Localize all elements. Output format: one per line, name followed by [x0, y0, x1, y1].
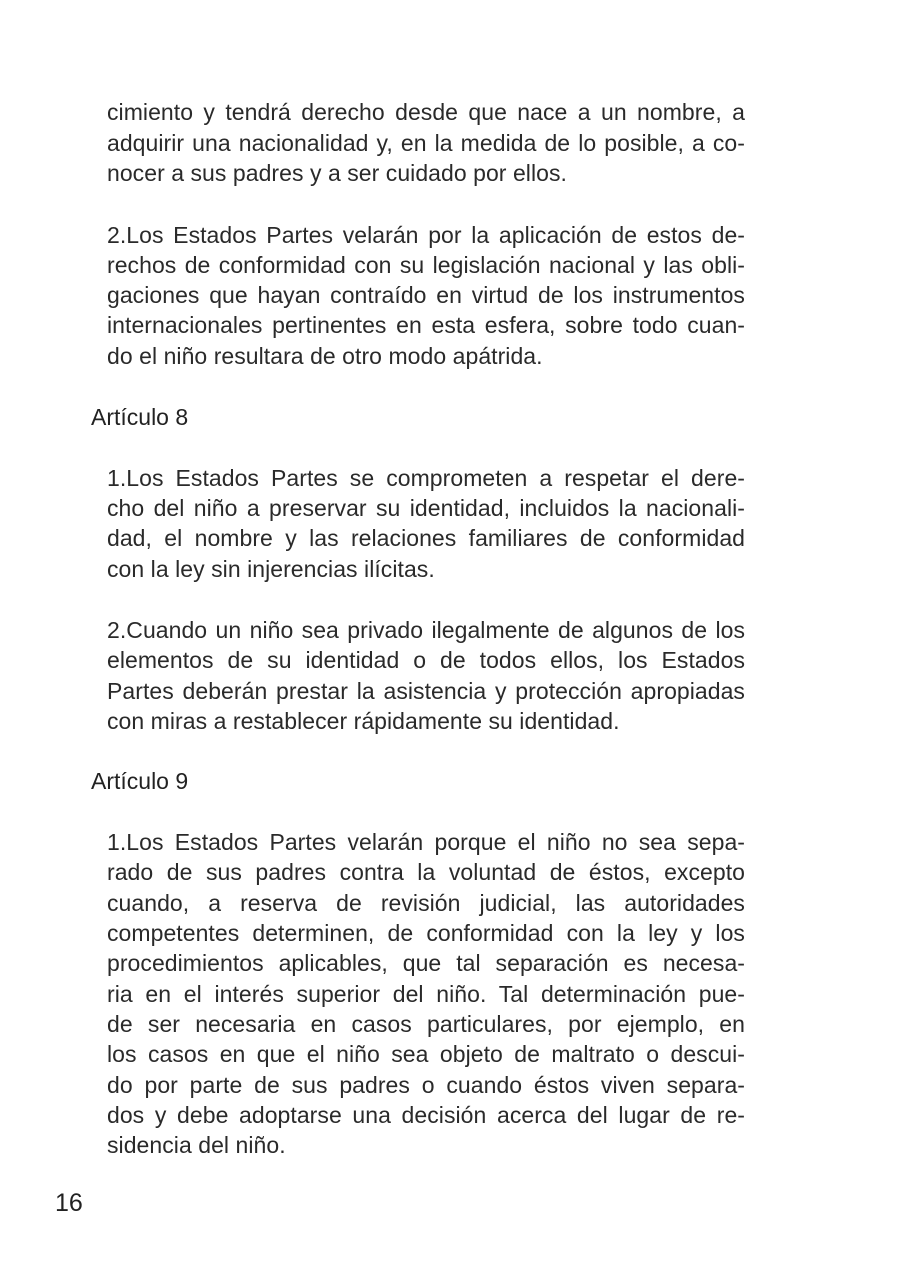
paragraph-line: dos y debe adoptarse una decisión acerca del lugar de re-	[107, 1102, 745, 1128]
paragraph-line: rechos de conformidad con su legislación nacional y las obli-	[107, 252, 745, 278]
paragraph-line: dad, el nombre y las relaciones familiares de conformidad	[107, 525, 745, 551]
paragraph-line: los casos en que el niño sea objeto de maltrato o descui-	[107, 1041, 745, 1067]
paragraph-line: cimiento y tendrá derecho desde que nace a un nombre, a	[107, 99, 745, 125]
paragraph-line: gaciones que hayan contraído en virtud de los instrumentos	[107, 282, 745, 308]
page-number: 16	[55, 1189, 83, 1217]
paragraph-line: con la ley sin injerencias ilícitas.	[107, 556, 435, 582]
paragraph-line: 1.Los Estados Partes velarán porque el niño no sea sepa-	[107, 829, 745, 855]
article-heading: Artículo 9	[91, 768, 189, 794]
paragraph-line: internacionales pertinentes en esta esfera, sobre todo cuan-	[107, 312, 745, 338]
paragraph-line: 1.Los Estados Partes se comprometen a respetar el dere-	[107, 465, 745, 491]
paragraph-line: 2.Los Estados Partes velarán por la aplicación de estos de-	[107, 222, 745, 248]
paragraph-line: do por parte de sus padres o cuando éstos viven separa-	[107, 1072, 745, 1098]
paragraph-line: elementos de su identidad o de todos ellos, los Estados	[107, 647, 745, 673]
paragraph-line: nocer a sus padres y a ser cuidado por ellos.	[107, 160, 567, 186]
paragraph-line: ria en el interés superior del niño. Tal determinación pue-	[107, 981, 745, 1007]
paragraph-line: competentes determinen, de conformidad con la ley y los	[107, 920, 745, 946]
paragraph-line: procedimientos aplicables, que tal separación es necesa-	[107, 950, 745, 976]
paragraph-line: de ser necesaria en casos particulares, por ejemplo, en	[107, 1011, 745, 1037]
paragraph-line: adquirir una nacionalidad y, en la medida de lo posible, a co-	[107, 130, 745, 156]
paragraph-line: Partes deberán prestar la asistencia y protección apropiadas	[107, 678, 745, 704]
paragraph-line: cuando, a reserva de revisión judicial, las autoridades	[107, 890, 745, 916]
paragraph-line: 2.Cuando un niño sea privado ilegalmente de algunos de los	[107, 617, 745, 643]
paragraph-line: do el niño resultara de otro modo apátrida.	[107, 343, 543, 369]
paragraph-line: con miras a restablecer rápidamente su identidad.	[107, 708, 620, 734]
article-heading: Artículo 8	[91, 404, 189, 430]
paragraph-line: rado de sus padres contra la voluntad de éstos, excepto	[107, 859, 745, 885]
paragraph-line: sidencia del niño.	[107, 1132, 286, 1158]
paragraph-line: cho del niño a preservar su identidad, incluidos la nacionali-	[107, 495, 745, 521]
